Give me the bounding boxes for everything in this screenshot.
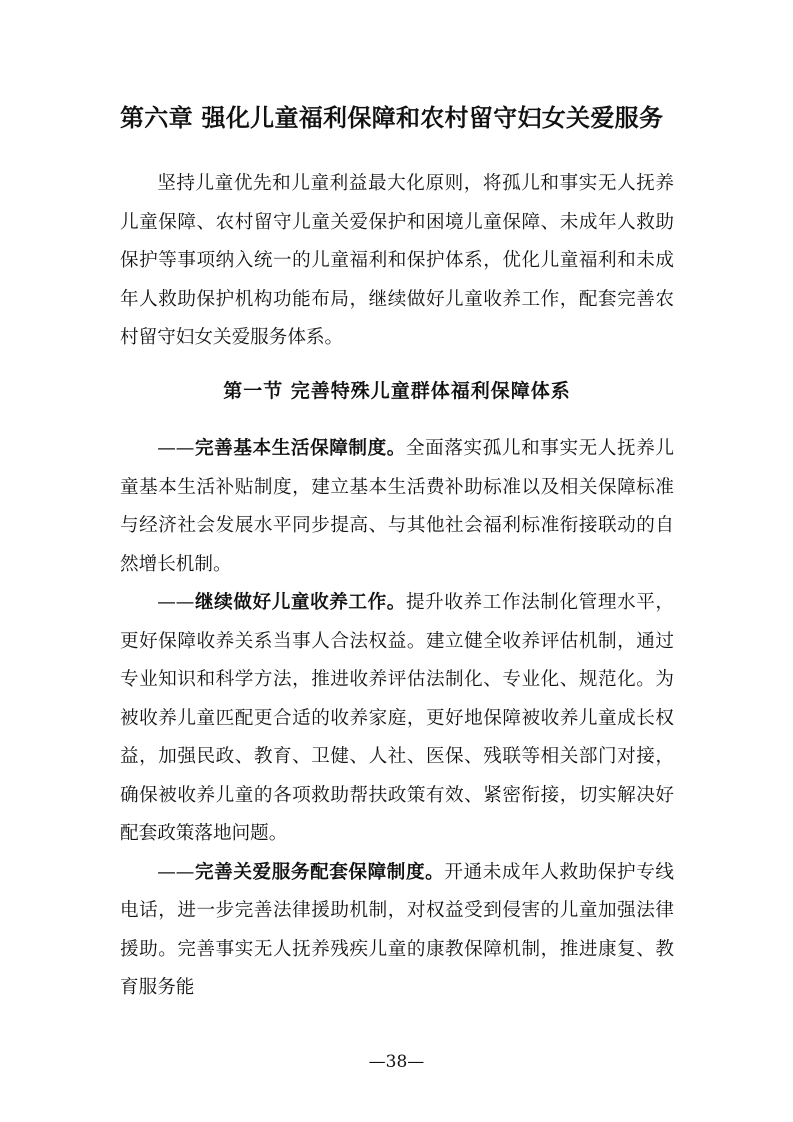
items-block xyxy=(120,430,674,1008)
item-text: 开通未成年人救助保护专线电话，进一步完善法律援助机制，对权益受到侵害的儿童加强法律援助。完善事实无人抚养残疾儿童的康教保障机制，推进康复、教育服务能 xyxy=(120,861,674,998)
item-lead: 完善关爱服务配套保障制度。 xyxy=(194,861,445,883)
item-text: 全面落实孤儿和事实无人抚养儿童基本生活补贴制度，建立基本生活费补助标准以及相关保障标准与经济社会发展水平同步提高、与其他社会福利标准衔接联动的自然增长机制。 xyxy=(120,438,674,575)
item-dash: —— xyxy=(157,438,195,459)
page-number: —38— xyxy=(368,1052,425,1072)
item-lead: 继续做好儿童收养工作。 xyxy=(194,592,406,613)
section-title: 第一节 完善特殊儿童群体福利保障体系 xyxy=(223,380,571,402)
item-paragraph-2 xyxy=(120,584,674,854)
intro-paragraph: 坚持儿童优先和儿童利益最大化原则，将孤儿和事实无人抚养儿童保障、农村留守儿童关爱保护和困境儿童保障、未成年人救助保护等事项纳入统一的儿童福利和保护体系，优化儿童福利和未成年人救助保护机构功能布局，继续做好儿童收养工作，配套完善农村留守妇女关爱服务体系。 xyxy=(120,173,674,348)
item-paragraph-1 xyxy=(120,430,674,584)
item-dash: —— xyxy=(157,592,195,613)
item-text: 提升收养工作法制化管理水平，更好保障收养关系当事人合法权益。建立健全收养评估机制，通过专业知识和科学方法，推进收养评估法制化、专业化、规范化。为被收养儿童匹配更合适的收养家庭，更好地保障被收养儿童成长权益，加强民政、教育、卫健、人社、医保、残联等相关部门对接，确保被收养儿童的各项救助帮扶政策有效、紧密衔接，切实解决好配套政策落地问题。 xyxy=(120,592,674,844)
chapter-title: 第六章 强化儿童福利保障和农村留守妇女关爱服务 xyxy=(120,104,664,132)
item-dash: —— xyxy=(157,861,195,883)
item-paragraph-3 xyxy=(120,854,674,1008)
intro-block xyxy=(120,165,674,358)
item-lead: 完善基本生活保障制度。 xyxy=(194,438,406,459)
